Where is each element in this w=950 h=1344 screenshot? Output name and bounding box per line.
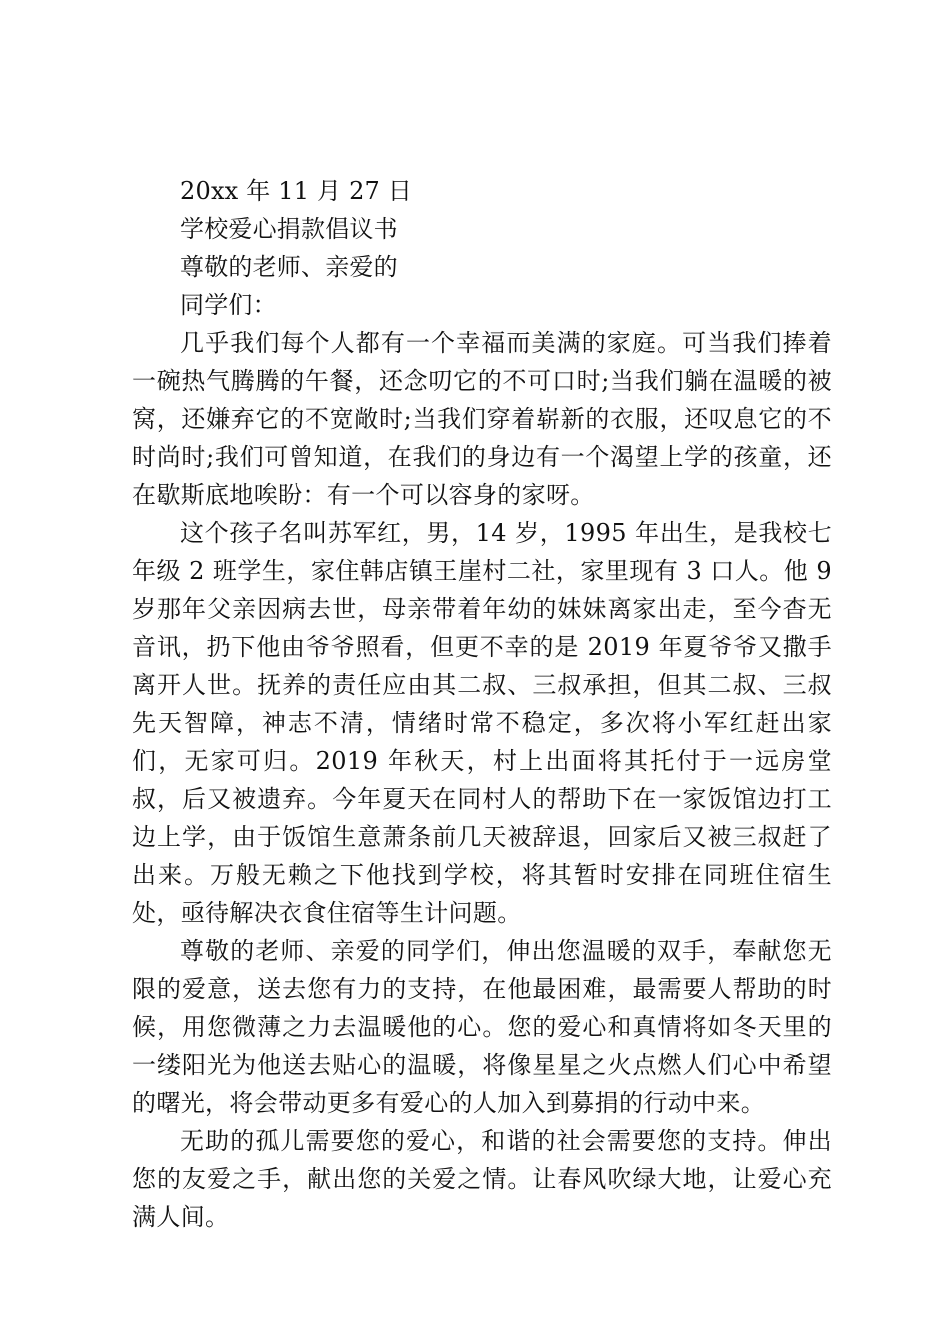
salutation-line-1: 尊敬的老师、亲爱的 [180,253,398,281]
paragraph-appeal: 尊敬的老师、亲爱的同学们，伸出您温暖的双手，奉献您无限的爱意，送去您有力的支持，在他最困难，最需要人帮助的时候，用您微薄之力去温暖他的心。您的爱心和真情将如冬天里的一缕阳光为他送去贴心的温暖，将像星星之火点燃人们心中希望的曙光，将会带动更多有爱心的人加入到募捐的行动中来。 [132,937,832,1117]
salutation-line-2: 同学们： [180,291,277,319]
paragraph-intro: 几乎我们每个人都有一个幸福而美满的家庭。可当我们捧着一碗热气腾腾的午餐，还念叨它的不可口时;当我们躺在温暖的被窝，还嫌弃它的不宽敞时;当我们穿着崭新的衣服，还叹息它的不时尚时;我们可曾知道，在我们的身边有一个渴望上学的孩童，还在歇斯底地唉盼：有一个可以容身的家呀。 [132,329,832,509]
document-body [132,172,832,1236]
document-date: 20xx 年 11 月 27 日 [180,177,413,205]
document-title: 学校爱心捐款倡议书 [180,215,398,243]
paragraph-child-story: 这个孩子名叫苏军红，男，14 岁，1995 年出生，是我校七年级 2 班学生，家住韩店镇王崖村二社，家里现有 3 口人。他 9 岁那年父亲因病去世，母亲带着年幼的妹妹离家出走，至今杳无音讯，扔下他由爷爷照看，但更不幸的是 2019 年夏爷爷又撒手离开人世。抚养的责任应由其二叔、三叔承担，但其二叔、三叔先天智障，神志不清，情绪时常不稳定，多次将小军红赶出家们，无家可归。2019 年秋天，村上出面将其托付于一远房堂叔，后又被遗弃。今年夏天在同村人的帮助下在一家饭馆边打工边上学，由于饭馆生意萧条前几天被辞退，回家后又被三叔赶了出来。万般无赖之下他找到学校，将其暂时安排在同班住宿生处，亟待解决衣食住宿等生计问题。 [132,519,832,927]
paragraph-closing: 无助的孤儿需要您的爱心，和谐的社会需要您的支持。伸出您的友爱之手，献出您的关爱之情。让春风吹绿大地，让爱心充满人间。 [132,1127,832,1231]
